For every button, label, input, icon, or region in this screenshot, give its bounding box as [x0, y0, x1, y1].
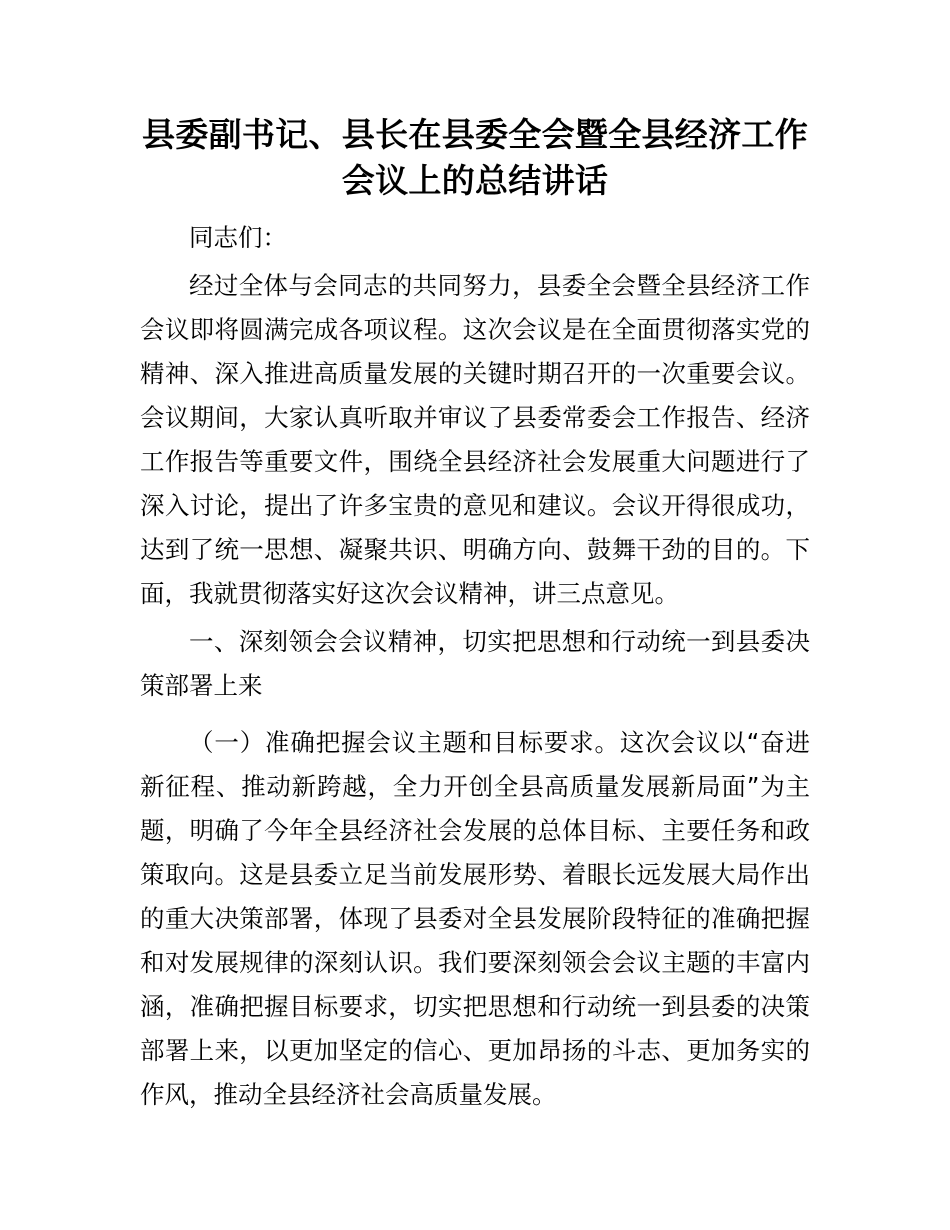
title-line-2: 会议上的总结讲话: [341, 161, 609, 200]
opening-paragraph: 经过全体与会同志的共同努力，县委全会暨全县经济工作会议即将圆满完成各项议程。这次会议是在全面贯彻落实党的精神、深入推进高质量发展的关键时期召开的一次重要会议。会议期间，大家认真听取并审议了县委常委会工作报告、经济工作报告等重要文件，围绕全县经济社会发展重大问题进行了深入讨论，提出了许多宝贵的意见和建议。会议开得很成功，达到了统一思想、凝聚共识、明确方向、鼓舞干劲的目的。下面，我就贯彻落实好这次会议精神，讲三点意见。: [140, 271, 810, 608]
section-heading-1: 一、深刻领会会议精神，切实把思想和行动统一到县委决策部署上来: [140, 627, 810, 700]
subsection-paragraph-1: （一）准确把握会议主题和目标要求。这次会议以“奋进新征程、推动新跨越，全力开创全县高质量发展新局面”为主题，明确了今年全县经济社会发展的总体目标、主要任务和政策取向。这是县委立足当前发展形势、着眼长远发展大局作出的重大决策部署，体现了县委对全县发展阶段特征的准确把握和对发展规律的深刻认识。我们要深刻领会会议主题的丰富内涵，准确把握目标要求，切实把思想和行动统一到县委的决策部署上来，以更加坚定的信心、更加昂扬的斗志、更加务实的作风，推动全县经济社会高质量发展。: [140, 728, 810, 1109]
document-title: [140, 112, 810, 204]
greeting: 同志们：: [189, 223, 287, 252]
title-line-1: 县委副书记、县长在县委全会暨全县经济工作: [142, 115, 808, 154]
